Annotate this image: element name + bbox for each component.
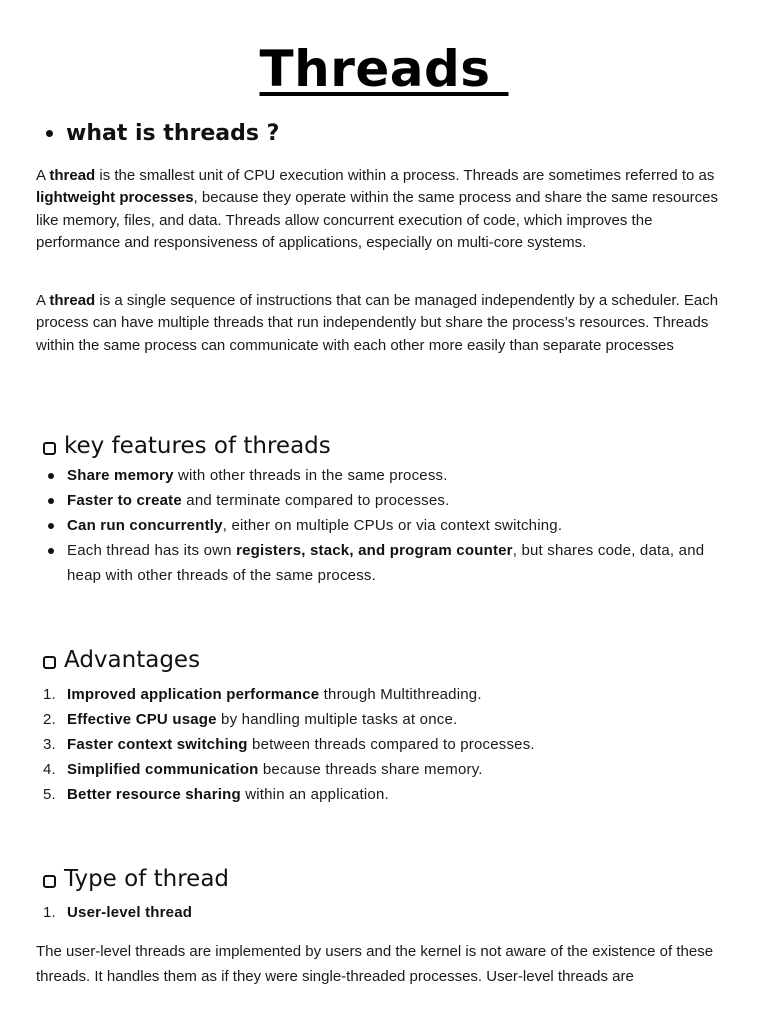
- section-advantages-heading: [43, 647, 200, 673]
- list-item: [36, 732, 736, 757]
- section-type-of-thread-heading: [43, 866, 229, 892]
- text-run: A: [36, 167, 50, 184]
- text-run: , because they operate within the same process and share the same resources like memory, files, and data. Threads allow concurrent execution of code, which improves the performance and responsiveness of applications, especially on multi-core systems.: [36, 189, 719, 251]
- section-heading-text: key features of threads: [64, 433, 331, 459]
- feature-text: , either on multiple CPUs or via context switching.: [222, 517, 563, 534]
- advantage-text: through Multithreading.: [319, 686, 482, 703]
- user-level-thread-paragraph: The user-level threads are implemented by users and the kernel is not aware of the existence of these threads. It handles them as if they were single-threaded processes. User-level threads are: [36, 943, 714, 985]
- feature-text: , but shares code, data, and heap with other threads of the same process.: [67, 542, 705, 584]
- list-number: 5.: [43, 786, 56, 803]
- list-item: [36, 488, 736, 513]
- text-run: is the smallest unit of CPU execution within a process. Threads are sometimes referred to as: [95, 167, 715, 184]
- feature-text: and terminate compared to processes.: [181, 492, 450, 509]
- section-heading-text: Type of thread: [64, 866, 230, 892]
- section-heading-text: what is threads ?: [66, 121, 280, 146]
- list-item: [36, 900, 736, 925]
- page-title: [0, 40, 768, 98]
- list-item: [36, 707, 736, 732]
- list-number: 4.: [43, 761, 56, 778]
- feature-bold: Share memory: [67, 467, 174, 484]
- list-item: [36, 782, 736, 807]
- list-item: [36, 757, 736, 782]
- advantage-bold: Simplified communication: [67, 761, 259, 778]
- advantage-bold: Effective CPU usage: [67, 711, 217, 728]
- list-item: [36, 538, 736, 588]
- advantages-list: [36, 682, 736, 807]
- thread-types-list: [36, 900, 736, 925]
- bullet-icon: [48, 498, 54, 504]
- text-run: A: [36, 292, 50, 309]
- bullet-icon: [48, 473, 54, 479]
- section-heading-text: Advantages: [64, 647, 201, 673]
- feature-text: Each thread has its own: [67, 542, 237, 559]
- section-key-features-heading: [43, 433, 331, 459]
- bold-term-thread: thread: [49, 292, 96, 309]
- section-what-is-threads-heading: [46, 121, 279, 146]
- checkbox-square-icon: [43, 442, 56, 455]
- bullet-icon: [48, 523, 54, 529]
- advantage-bold: Faster context switching: [67, 736, 248, 753]
- feature-bold: registers, stack, and program counter: [236, 542, 513, 559]
- definition-paragraph-1: [36, 165, 736, 254]
- key-features-list: [36, 463, 736, 588]
- advantage-text: between threads compared to processes.: [247, 736, 535, 753]
- feature-text: with other threads in the same process.: [173, 467, 448, 484]
- list-number: 1.: [43, 686, 56, 703]
- bullet-icon: [46, 130, 53, 137]
- list-item: [36, 513, 736, 538]
- list-number: 2.: [43, 711, 56, 728]
- list-item: [36, 463, 736, 488]
- bold-term-lightweight-processes: lightweight processes: [36, 189, 194, 207]
- list-item: [36, 682, 736, 707]
- page-title-text: Threads: [259, 40, 509, 98]
- feature-bold: Faster to create: [67, 492, 182, 509]
- definition-paragraph-2: [36, 290, 736, 357]
- advantage-bold: Improved application performance: [67, 686, 320, 703]
- list-number: 3.: [43, 736, 56, 753]
- feature-bold: Can run concurrently: [67, 517, 223, 534]
- advantage-text: because threads share memory.: [258, 761, 483, 778]
- checkbox-square-icon: [43, 656, 56, 669]
- bullet-icon: [48, 548, 54, 554]
- checkbox-square-icon: [43, 875, 56, 888]
- text-run: is a single sequence of instructions that can be managed independently by a scheduler. Each process can have multiple threads that run independently but share the process’s resources. Threads within the same process can communicate with each other more easily than separate processes: [36, 292, 719, 354]
- advantage-text: within an application.: [240, 786, 389, 803]
- advantage-bold: Better resource sharing: [67, 786, 241, 803]
- bold-term-thread: thread: [49, 167, 96, 184]
- list-number: 1.: [43, 904, 56, 921]
- thread-type-bold: User-level thread: [67, 904, 193, 921]
- advantage-text: by handling multiple tasks at once.: [216, 711, 458, 728]
